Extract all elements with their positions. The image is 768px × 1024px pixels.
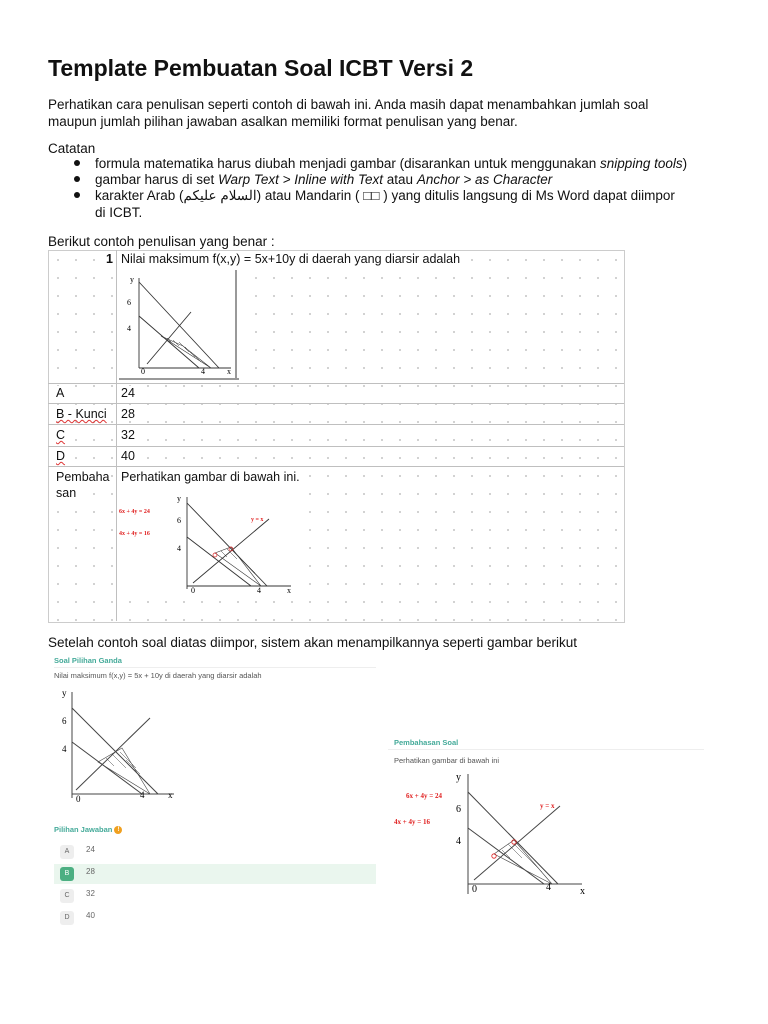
graph-tick-4: 4 (177, 544, 181, 553)
choice-row-a[interactable] (54, 842, 376, 862)
bullet-icon (74, 160, 80, 166)
graph-tick-6: 6 (456, 804, 461, 815)
choice-row-b[interactable] (54, 864, 376, 884)
graph-x-label: x (580, 886, 585, 897)
discussion-graph-image (119, 489, 299, 599)
app-discussion-text: Perhatikan gambar di bawah ini (394, 756, 500, 765)
note-1-emphasis: snipping tools (600, 156, 683, 171)
note-2-mid: atau (383, 172, 417, 187)
bullet-icon (74, 176, 80, 182)
table-row-divider (48, 403, 624, 404)
equation-label-3: y = x (540, 802, 555, 810)
graph-tick-0: 0 (472, 884, 477, 895)
graph-tick-0: 0 (141, 367, 145, 376)
note-2-emphasis-2: Anchor > as Character (416, 172, 553, 187)
graph-y-label: y (456, 772, 461, 783)
option-d-value: 40 (121, 449, 135, 463)
choice-value-d: 40 (86, 911, 95, 920)
app-question-graph (54, 686, 184, 802)
app-section-title: Soal Pilihan Ganda (54, 656, 122, 665)
option-d-label: D (56, 449, 66, 463)
table-column-divider (116, 250, 117, 621)
graph-x-label: x (227, 367, 231, 376)
intro-line-1: Perhatikan cara penulisan seperti contoh di bawah ini. Anda masih dapat menambahkan jumlah soal (48, 97, 649, 112)
note-3-arabic: السلام عليكم (183, 188, 257, 203)
note-bullet-2 (95, 172, 552, 188)
graph-tick-0: 0 (191, 586, 195, 595)
table-row-divider (48, 424, 624, 425)
option-b-label: B - Kunci (56, 407, 107, 421)
app-divider (54, 667, 376, 668)
note-bullet-3 (95, 188, 675, 221)
choice-value-b: 28 (86, 867, 95, 876)
graph-tick-4: 4 (62, 744, 67, 754)
discussion-label-2: san (56, 486, 77, 500)
example-intro: Berikut contoh penulisan yang benar : (48, 234, 275, 249)
choice-value-a: 24 (86, 845, 95, 854)
question-graph-image (119, 268, 239, 380)
option-c-label: C (56, 428, 66, 442)
note-3-line-2: di ICBT. (95, 205, 143, 220)
app-question-text: Nilai maksimum f(x,y) = 5x + 10y di daerah yang diarsir adalah (54, 671, 262, 680)
choice-badge-d[interactable]: D (60, 911, 74, 925)
choices-title (54, 825, 122, 834)
graph-tick-0: 0 (76, 794, 81, 802)
question-number: 1 (106, 252, 113, 266)
discussion-label-1: Pembaha (56, 470, 110, 484)
document-title: Template Pembuatan Soal ICBT Versi 2 (48, 55, 474, 81)
after-import-text: Setelah contoh soal diatas diimpor, sistem akan menampilkannya seperti gambar berikut (48, 635, 578, 650)
intro-line-2: maupun jumlah pilihan jawaban asalkan memiliki format penulisan yang benar. (48, 114, 518, 129)
app-divider (388, 749, 704, 750)
choices-title-text: Pilihan Jawaban (54, 825, 113, 834)
choice-row-d[interactable] (54, 908, 376, 928)
note-bullet-1 (95, 156, 687, 172)
question-text: Nilai maksimum f(x,y) = 5x+10y di daerah yang diarsir adalah (121, 252, 461, 266)
notes-heading: Catatan (48, 141, 96, 156)
table-row-divider (48, 383, 624, 384)
graph-tick-x4: 4 (546, 882, 551, 893)
option-c-value: 32 (121, 428, 135, 442)
note-1-text: formula matematika harus diubah menjadi gambar (disarankan untuk menggunakan (95, 156, 601, 171)
app-discussion-graph (390, 770, 595, 898)
bullet-icon (74, 192, 80, 198)
choice-value-c: 32 (86, 889, 95, 898)
table-row-divider (48, 466, 624, 467)
graph-tick-x4: 4 (140, 790, 145, 800)
discussion-text: Perhatikan gambar di bawah ini. (121, 470, 300, 484)
graph-tick-6: 6 (177, 516, 181, 525)
graph-y-label: y (177, 494, 181, 503)
graph-tick-x4: 4 (257, 586, 261, 595)
note-3-text-end: ) atau Mandarin ( □□ ) yang ditulis langsung di Ms Word dapat diimpor (256, 188, 675, 203)
equation-label-1: 6x + 4y = 24 (119, 509, 150, 515)
choice-badge-c[interactable]: C (60, 889, 74, 903)
equation-label-3: y = x (251, 517, 264, 523)
intro-paragraph (48, 96, 648, 130)
graph-y-label: y (62, 688, 67, 698)
choice-badge-b[interactable]: B (60, 867, 74, 881)
choice-row-c[interactable] (54, 886, 376, 906)
graph-tick-4: 4 (127, 324, 131, 333)
equation-label-2: 4x + 4y = 16 (394, 818, 430, 826)
note-2-emphasis-1: Warp Text > Inline with Text (218, 172, 384, 187)
graph-x-label: x (168, 790, 173, 800)
graph-tick-6: 6 (62, 716, 67, 726)
option-a-label: A (56, 386, 65, 400)
discussion-section-title: Pembahasan Soal (394, 738, 459, 747)
graph-tick-6: 6 (127, 298, 131, 307)
equation-label-2: 4x + 4y = 16 (119, 531, 150, 537)
option-b-value: 28 (121, 407, 135, 421)
graph-y-label: y (130, 275, 134, 284)
note-1-end: ) (682, 156, 688, 171)
graph-tick-4: 4 (456, 836, 461, 847)
graph-tick-x4: 4 (201, 367, 205, 376)
option-a-value: 24 (121, 386, 135, 400)
info-icon: ! (114, 826, 122, 834)
equation-label-1: 6x + 4y = 24 (406, 792, 442, 800)
note-3-text: karakter Arab ( (95, 188, 184, 203)
graph-x-label: x (287, 586, 291, 595)
note-2-text: gambar harus di set (95, 172, 219, 187)
choice-badge-a[interactable]: A (60, 845, 74, 859)
table-row-divider (48, 446, 624, 447)
